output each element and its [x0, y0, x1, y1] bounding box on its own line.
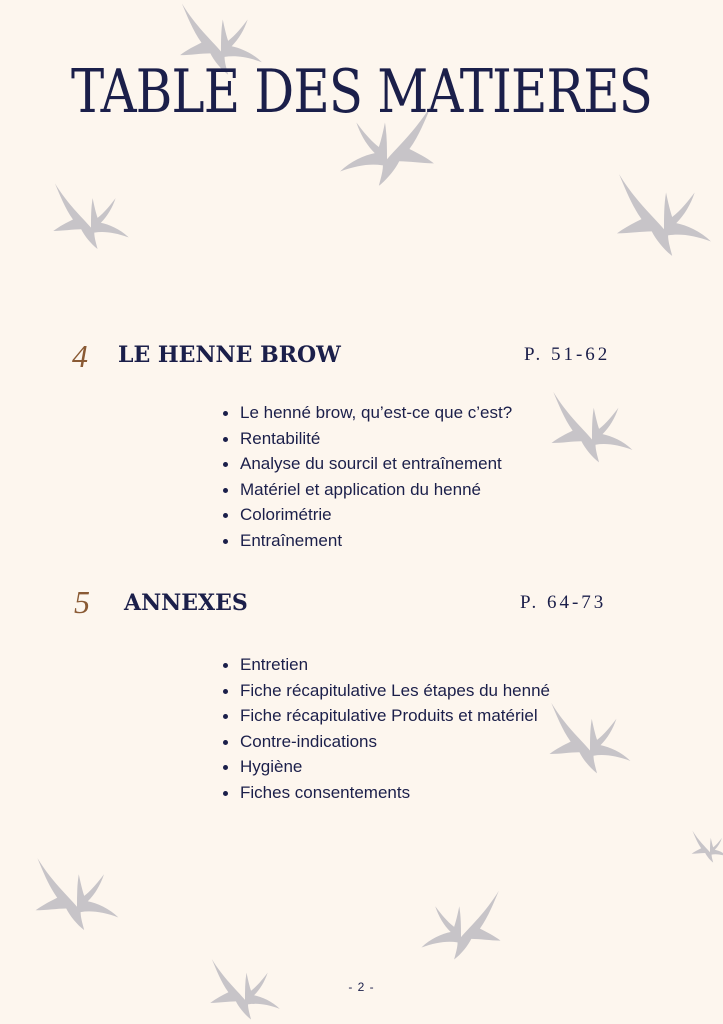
section-number: 5 — [74, 584, 90, 620]
dove-icon — [50, 172, 132, 262]
dove-icon — [690, 792, 723, 902]
list-item: Colorimétrie — [220, 502, 512, 528]
list-item: Fiches consentements — [220, 780, 550, 806]
section-pages: P. 64-73 — [520, 592, 607, 613]
dove-icon — [418, 880, 504, 972]
list-item: Fiche récapitulative Les étapes du henné — [220, 678, 550, 704]
list-item: Analyse du sourcil et entraînement — [220, 451, 512, 477]
list-item: Matériel et application du henné — [220, 477, 512, 503]
section-title: LE HENNE BROW — [118, 342, 341, 368]
list-item: Entraînement — [220, 528, 512, 554]
section-number: 4 — [72, 338, 88, 374]
dove-icon — [546, 694, 634, 784]
dove-icon — [548, 382, 636, 474]
list-item: Rentabilité — [220, 426, 512, 452]
section-item-list — [220, 400, 512, 553]
page-number: - 2 - — [348, 980, 375, 994]
page-title: TABLE DES MATIERES — [70, 57, 653, 127]
dove-icon — [32, 846, 122, 944]
section-title: ANNEXES — [124, 590, 248, 616]
list-item: Contre-indications — [220, 729, 550, 755]
section-item-list — [220, 652, 550, 805]
list-item: Le henné brow, qu’est-ce que c’est? — [220, 400, 512, 426]
section-pages: P. 51-62 — [524, 344, 611, 365]
list-item: Fiche récapitulative Produits et matériel — [220, 703, 550, 729]
dove-icon — [612, 170, 716, 262]
list-item: Entretien — [220, 652, 550, 678]
list-item: Hygiène — [220, 754, 550, 780]
